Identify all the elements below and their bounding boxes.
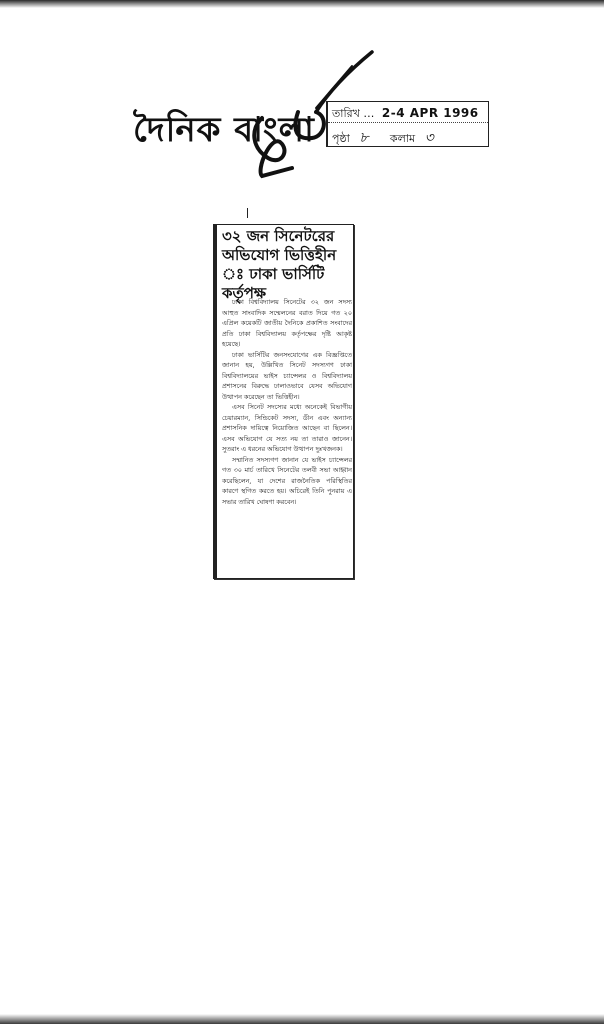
article-paragraph: ঢাকা বিশ্ববিদ্যালয় সিনেটের ৩২ জন সদস্য আহুত সাংবাদিক সম্মেলনের বরাত দিয়ে গত ২০ এপ্রিল কয়েকটি জাতীয় দৈনিকে প্রকাশিত সংবাদের প্রতি ঢাকা বিশ্ববিদ্যালয় কর্তৃপক্ষের দৃষ্টি আকৃষ্ট হয়েছে। bbox=[222, 298, 352, 348]
newspaper-clipping bbox=[213, 224, 354, 579]
newspaper-masthead: দৈনিক বাংলা bbox=[133, 110, 315, 150]
column-label: কলাম bbox=[389, 132, 416, 145]
tick-mark bbox=[247, 208, 248, 218]
article-paragraph: সম্মানিত সদস্যগণ জানান যে ভাইস চ্যান্সেলর গত ৩০ মার্চ তারিখে সিনেটের তলবী সভা আহ্বান করেছিলেন, যা দেশের রাজনৈতিক পরিস্থিতির কারণে স্থগিত করতে হয়। অচিরেই তিনি পুনরায় এ সভার তারিখ ঘোষণা করবেন। bbox=[222, 455, 352, 506]
date-value: 2-4 APR 1996 bbox=[381, 106, 479, 120]
date-row: তারিখ … 2-4 APR 1996 bbox=[332, 106, 479, 120]
article-headline: ৩২ জন সিনেটরের অভিযোগ ভিত্তিহীন ঃ ঢাকা ভার্সিটি কর্তৃপক্ষ bbox=[222, 227, 337, 302]
article-body bbox=[222, 297, 352, 507]
column-value: ৩ bbox=[424, 130, 434, 146]
page-column-row bbox=[332, 126, 482, 150]
article-paragraph: ঢাকা ভার্সিটির জনসংযোগের এক বিজ্ঞপ্তিতে জানান হয়, উল্লিখিত সিনেট সদস্যগণ ঢাকা বিশ্ববিদ্যালয়ের ভাইস চ্যান্সেলর ও বিশ্ববিদ্যালয় প্রশাসনের বিরুদ্ধে ঢালাওভাবে যেসব অভিযোগ উত্থাপন করেছেন তা ভিত্তিহীন। bbox=[222, 350, 352, 401]
page-value: ৮ bbox=[359, 130, 369, 146]
date-stamp bbox=[326, 101, 489, 147]
clipping-left-rule bbox=[214, 225, 217, 578]
page-label: পৃষ্ঠা bbox=[332, 132, 350, 145]
date-label: তারিখ bbox=[332, 107, 360, 120]
date-divider bbox=[328, 122, 488, 123]
article-paragraph: এসব সিনেট সদস্যের মধ্যে অনেকেই বিভাগীয় চেয়ারম্যান, সিন্ডিকেট সদস্য, ডীন এবং অন্যান্য প্রশাসনিক দায়িত্বে নিয়োজিত আছেন বা ছিলেন। এসব অভিযোগ যে সত্য নয় তা তারাও জানেন। সুতরাং এ ধরনের অভিযোগ উত্থাপন দুঃখজনক। bbox=[222, 403, 352, 453]
handwritten-annotation bbox=[0, 0, 604, 220]
page-bottom-edge bbox=[0, 1014, 604, 1024]
